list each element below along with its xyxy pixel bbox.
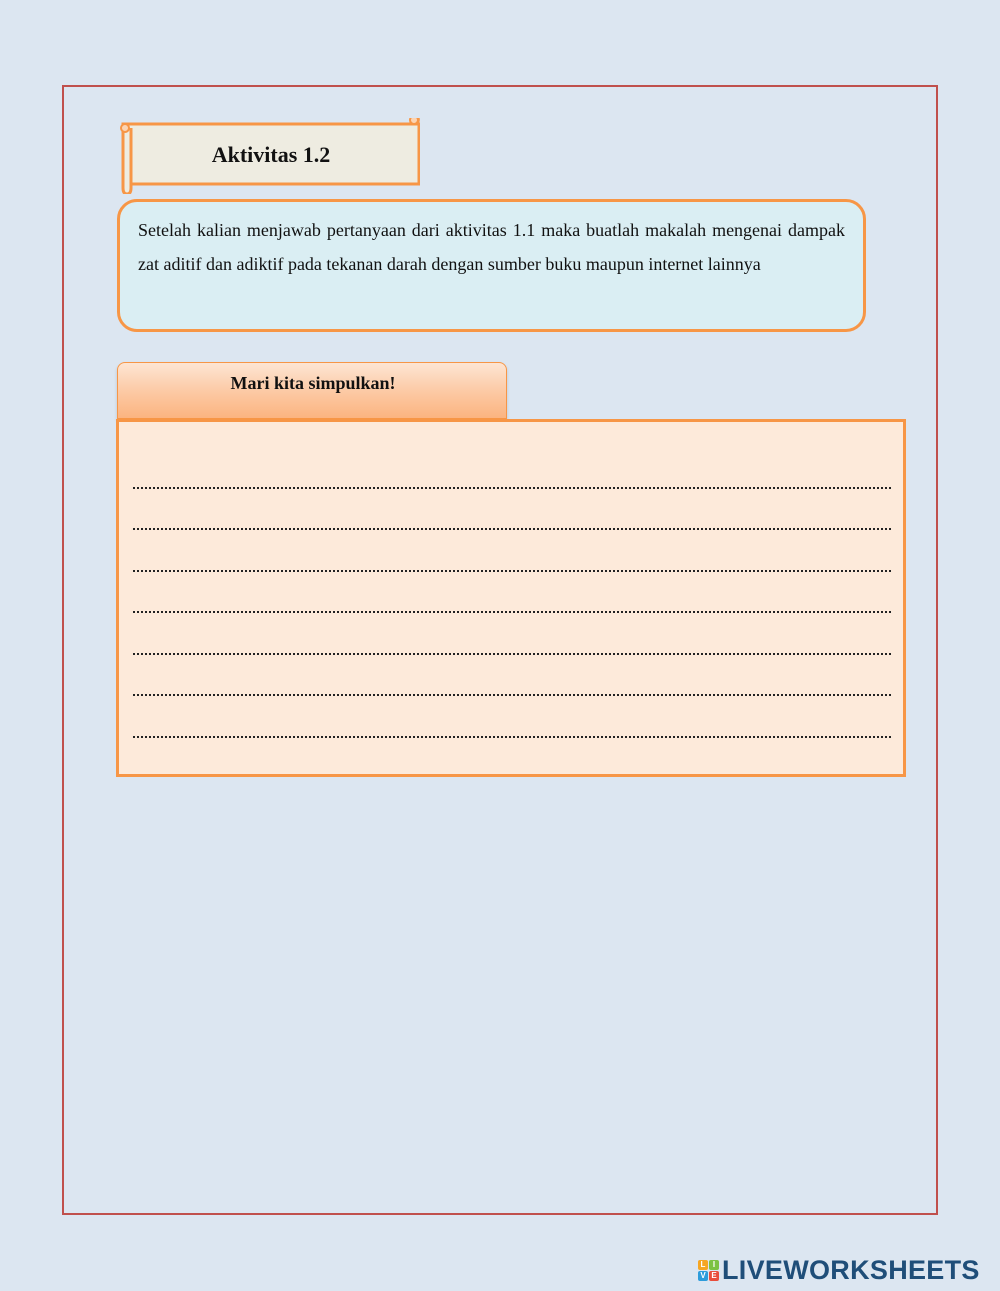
answer-line-3[interactable]: [133, 548, 891, 572]
conclusion-header-tab: [117, 362, 507, 419]
answer-line-2[interactable]: [133, 506, 891, 530]
liveworksheets-logo: [698, 1254, 980, 1286]
answer-line-1[interactable]: [133, 465, 891, 489]
answer-line-4[interactable]: [133, 589, 891, 613]
instruction-box: [117, 199, 866, 332]
logo-mark-icon: [698, 1260, 719, 1281]
logo-letter-e: E: [709, 1271, 719, 1281]
instruction-text: Setelah kalian menjawab pertanyaan dari aktivitas 1.1 maka buatlah makalah mengenai dampak zat aditif dan adiktif pada tekanan darah dengan sumber buku maupun internet lainnya: [138, 220, 845, 274]
logo-letter-v: V: [698, 1271, 708, 1281]
logo-letter-i: I: [709, 1260, 719, 1270]
answer-line-5[interactable]: [133, 631, 891, 655]
logo-text: LIVEWORKSHEETS: [722, 1254, 980, 1285]
activity-title: Aktivitas 1.2: [211, 142, 331, 167]
activity-title-scroll: [118, 118, 420, 194]
answer-line-6[interactable]: [133, 672, 891, 696]
logo-letter-l: L: [698, 1260, 708, 1270]
answer-line-7[interactable]: [133, 714, 891, 738]
conclusion-answer-box: [116, 419, 906, 777]
conclusion-label: Mari kita simpulkan!: [230, 373, 396, 393]
